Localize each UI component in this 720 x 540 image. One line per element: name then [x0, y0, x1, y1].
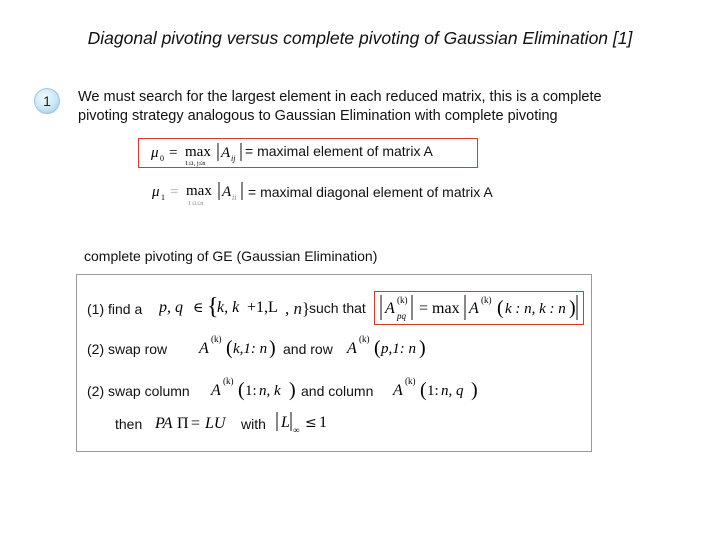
- svg-text:L: L: [281, 414, 290, 431]
- svg-text:A: A: [469, 300, 479, 317]
- svg-text:): ): [419, 337, 426, 359]
- svg-text:(: (: [226, 337, 233, 359]
- svg-text:PA: PA: [155, 415, 173, 432]
- svg-text:1:: 1:: [245, 383, 257, 399]
- svg-text:(k): (k): [405, 376, 416, 386]
- svg-text:0: 0: [160, 154, 164, 163]
- intro-paragraph: [78, 88, 602, 125]
- mu1-equation: [140, 176, 262, 208]
- row-p-formula: [345, 331, 437, 361]
- svg-text:n, q: n, q: [441, 383, 464, 399]
- row-k-formula: [197, 331, 277, 361]
- svg-text:=: =: [170, 184, 179, 200]
- svg-text:A: A: [211, 382, 221, 399]
- svg-text:ii: ii: [232, 193, 237, 202]
- step-find-label: (1) find a: [87, 301, 143, 317]
- svg-text:k : n, k : n: k : n, k : n: [505, 301, 566, 317]
- svg-text:p,1: n: p,1: n: [381, 341, 416, 357]
- svg-text:A: A: [347, 340, 357, 357]
- l-norm-bound-formula: [273, 407, 339, 437]
- svg-text:A: A: [393, 382, 403, 399]
- svg-text:(k): (k): [359, 334, 370, 344]
- svg-text:(k): (k): [397, 295, 408, 305]
- such-that-label: such that: [309, 300, 366, 316]
- column-k-formula: [209, 373, 299, 403]
- svg-text:): ): [269, 337, 276, 359]
- svg-text:μ: μ: [152, 184, 160, 200]
- svg-text:(: (: [420, 379, 427, 401]
- svg-text:= max: = max: [419, 300, 460, 317]
- svg-text:∞: ∞: [293, 425, 300, 435]
- with-label: with: [241, 416, 266, 432]
- intro-line-1: We must search for the largest element in each reduced matrix, this is a complete: [78, 89, 602, 105]
- index-set-formula: [159, 291, 301, 321]
- bullet-number: 1: [34, 88, 60, 114]
- svg-text:(k): (k): [223, 376, 234, 386]
- svg-text:1≤i≤n: 1≤i≤n: [188, 200, 204, 207]
- svg-text:(: (: [238, 379, 245, 401]
- step-swap-column-label: (2) swap column: [87, 383, 190, 399]
- mu1-formula: [140, 176, 260, 208]
- svg-text:k, k: k, k: [217, 299, 240, 316]
- complete-pivoting-heading: [84, 248, 377, 264]
- intro-line-2: pivoting strategy analogous to Gaussian Elimination with complete pivoting: [78, 107, 558, 124]
- subheading-text: complete pivoting of GE (Gaussian Elimination): [84, 248, 378, 264]
- svg-text:=: =: [191, 415, 201, 432]
- svg-text:p, q: p, q: [159, 299, 183, 316]
- column-q-formula: [391, 373, 483, 403]
- and-row-label: and row: [283, 341, 333, 357]
- then-label: then: [115, 416, 143, 432]
- svg-text:n, k: n, k: [259, 383, 281, 399]
- svg-text:k,1: n: k,1: n: [233, 341, 268, 357]
- svg-text:≤: ≤: [305, 415, 317, 431]
- svg-text:A: A: [385, 300, 395, 317]
- svg-text:pq: pq: [397, 311, 406, 321]
- index-set-end: , n}: [285, 299, 311, 318]
- max-element-box: [374, 291, 584, 325]
- svg-text:A: A: [222, 184, 232, 200]
- slide-title: Diagonal pivoting versus complete pivoting of Gaussian Elimination [1]: [87, 28, 633, 48]
- mu0-formula-box: [138, 138, 478, 168]
- max-element-equation: [375, 292, 581, 324]
- svg-text:Π: Π: [177, 415, 189, 432]
- svg-text:1:: 1:: [427, 383, 439, 399]
- svg-text:∈: ∈: [193, 300, 204, 316]
- svg-text:max: max: [185, 144, 211, 160]
- svg-text:max: max: [186, 183, 212, 199]
- svg-text:LU: LU: [205, 415, 226, 432]
- lu-factorization-formula: [155, 409, 245, 435]
- svg-text:1: 1: [161, 193, 165, 202]
- svg-text:): ): [289, 379, 296, 401]
- mu0-description: = maximal element of matrix A: [245, 143, 433, 159]
- svg-text:{: {: [207, 294, 219, 320]
- svg-text:(k): (k): [481, 295, 492, 305]
- step-swap-row-label: (2) swap row: [87, 341, 168, 357]
- svg-text:1≤i, j≤n: 1≤i, j≤n: [185, 160, 206, 167]
- and-column-label: and column: [301, 383, 374, 399]
- svg-text:1: 1: [319, 414, 327, 431]
- svg-text:+1,L: +1,L: [247, 299, 278, 316]
- svg-text:μ: μ: [151, 145, 159, 161]
- svg-text:A: A: [199, 340, 209, 357]
- svg-text:A: A: [221, 145, 231, 161]
- svg-text:=: =: [169, 145, 178, 161]
- mu1-description: = maximal diagonal element of matrix A: [248, 184, 493, 200]
- svg-text:): ): [471, 379, 478, 401]
- svg-text:): ): [569, 297, 576, 319]
- svg-text:ij: ij: [231, 154, 236, 163]
- svg-text:(: (: [497, 297, 504, 319]
- svg-text:(k): (k): [211, 334, 222, 344]
- pivoting-steps-panel: [76, 274, 592, 452]
- svg-text:(: (: [374, 337, 381, 359]
- mu0-equation: [139, 139, 259, 167]
